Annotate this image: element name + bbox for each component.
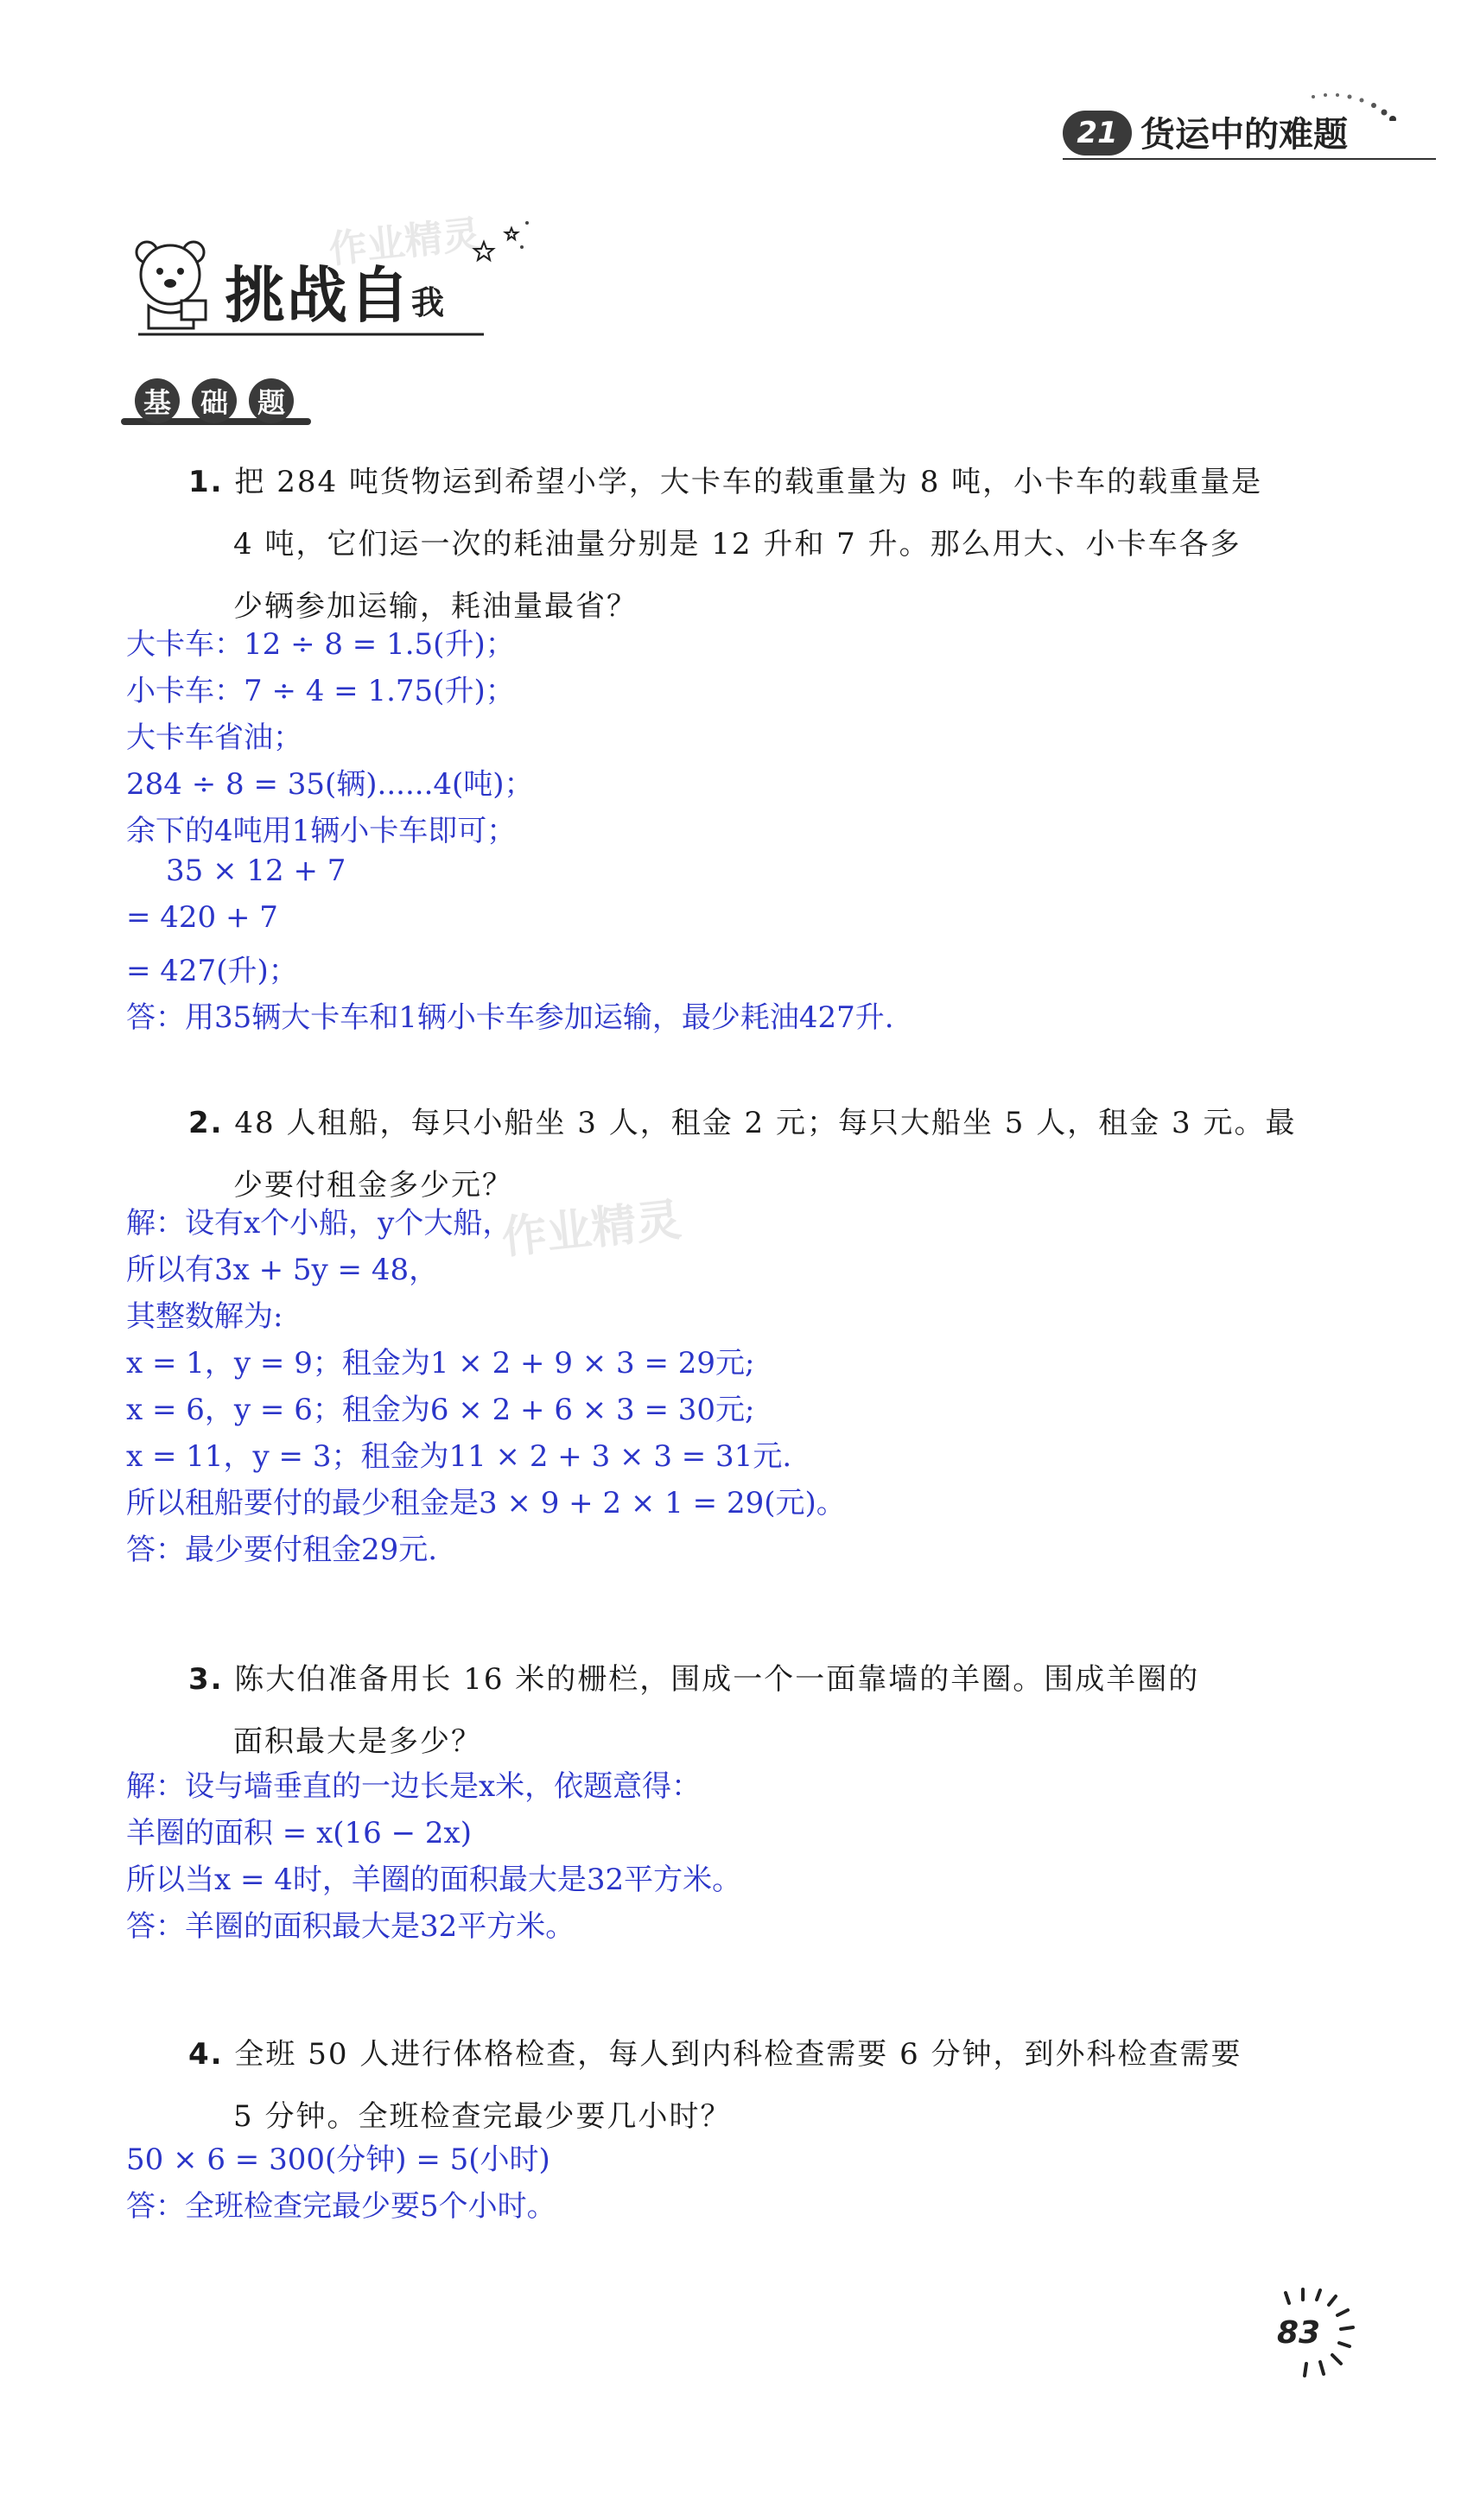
banner-watermark: 作业精灵 [327, 212, 483, 273]
question-line: 2. 48 人租船，每只小船坐 3 人，租金 2 元；每只大船坐 5 人，租金 3 元。最 [188, 1106, 1297, 1140]
answer-line: x = 6，y = 6；租金为6 × 2 + 6 × 3 = 30元; [126, 1393, 755, 1427]
problem-number: 1. [188, 465, 224, 499]
section-tag-basic [121, 378, 311, 430]
banner-title-small: 我 [411, 283, 447, 322]
answer-line: 其整数解为: [126, 1299, 283, 1334]
question-line: 5 分钟。全班检查完最少要几小时？ [233, 2099, 732, 2134]
answer-line: 284 ÷ 8 = 35(辆)......4(吨)； [126, 767, 534, 802]
section-tag-char: 题 [249, 378, 294, 423]
answer-line: 余下的4吨用1辆小卡车即可； [126, 814, 517, 848]
bear-mascot-icon [121, 233, 225, 337]
section-tag-char: 础 [192, 378, 237, 423]
section-tag-char: 基 [135, 378, 180, 423]
answer-line: 羊圈的面积 = x(16 − 2x) [126, 1816, 472, 1850]
answer-line: 35 × 12 + 7 [166, 854, 346, 888]
question-line: 4 吨，它们运一次的耗油量分别是 12 升和 7 升。那么用大、小卡车各多 [233, 527, 1242, 562]
answer-line: 解：设有x个小船，y个大船， [126, 1206, 512, 1241]
answer-line: 答：用35辆大卡车和1辆小卡车参加运输，最少耗油427升. [126, 1000, 894, 1035]
header-divider [1063, 158, 1436, 160]
answer-line: 答：羊圈的面积最大是32平方米。 [126, 1909, 575, 1944]
answer-line: 大卡车省油； [126, 720, 302, 755]
problem-number: 2. [188, 1106, 224, 1140]
answer-line: 50 × 6 = 300(分钟) = 5(小时) [126, 2142, 550, 2177]
answer-line: 所以租船要付的最少租金是3 × 9 + 2 × 1 = 29(元)。 [126, 1486, 846, 1520]
stars-icon [467, 216, 536, 268]
answer-line: 所以当x = 4时，羊圈的面积最大是32平方米。 [126, 1863, 742, 1897]
question-line: 面积最大是多少？ [233, 1724, 482, 1759]
chapter-header [1063, 95, 1434, 164]
question-line: 少辆参加运输，耗油量最省？ [233, 589, 638, 624]
problem-number: 3. [188, 1662, 224, 1697]
question-line: 1. 把 284 吨货物运到希望小学，大卡车的载重量为 8 吨，小卡车的载重量是 [188, 465, 1263, 499]
answer-line: = 420 + 7 [126, 900, 278, 935]
question-line: 少要付租金多少元？ [233, 1168, 513, 1203]
banner-title-main: 挑战自 [225, 260, 411, 331]
answer-line: x = 11，y = 3；租金为11 × 2 + 3 × 3 = 31元. [126, 1439, 792, 1474]
question-line: 4. 全班 50 人进行体格检查，每人到内科检查需要 6 分钟，到外科检查需要 [188, 2037, 1242, 2072]
answer-line: 大卡车：12 ÷ 8 = 1.5(升)； [126, 627, 515, 662]
answer-line: x = 1，y = 9；租金为1 × 2 + 9 × 3 = 29元; [126, 1346, 755, 1381]
answer-line: 答：最少要付租金29元. [126, 1533, 438, 1567]
chapter-title: 货运中的难题 [1140, 115, 1348, 155]
answer-line: 所以有3x + 5y = 48， [126, 1253, 439, 1287]
answer-line: 小卡车：7 ÷ 4 = 1.75(升)； [126, 674, 515, 708]
challenge-banner [121, 212, 518, 346]
chapter-number-badge: 21 [1063, 111, 1132, 156]
answer-line: = 427(升)； [126, 954, 298, 988]
page-watermark: 作业精灵 [499, 1194, 684, 1265]
banner-underline [138, 330, 484, 339]
answer-line: 答：全班检查完最少要5个小时。 [126, 2189, 556, 2224]
page-number: 83 [1277, 2315, 1321, 2351]
question-line: 3. 陈大伯准备用长 16 米的栅栏，围成一个一面靠墙的羊圈。围成羊圈的 [188, 1662, 1200, 1697]
problem-number: 4. [188, 2037, 224, 2072]
answer-line: 解：设与墙垂直的一边长是x米，依题意得： [126, 1769, 702, 1804]
